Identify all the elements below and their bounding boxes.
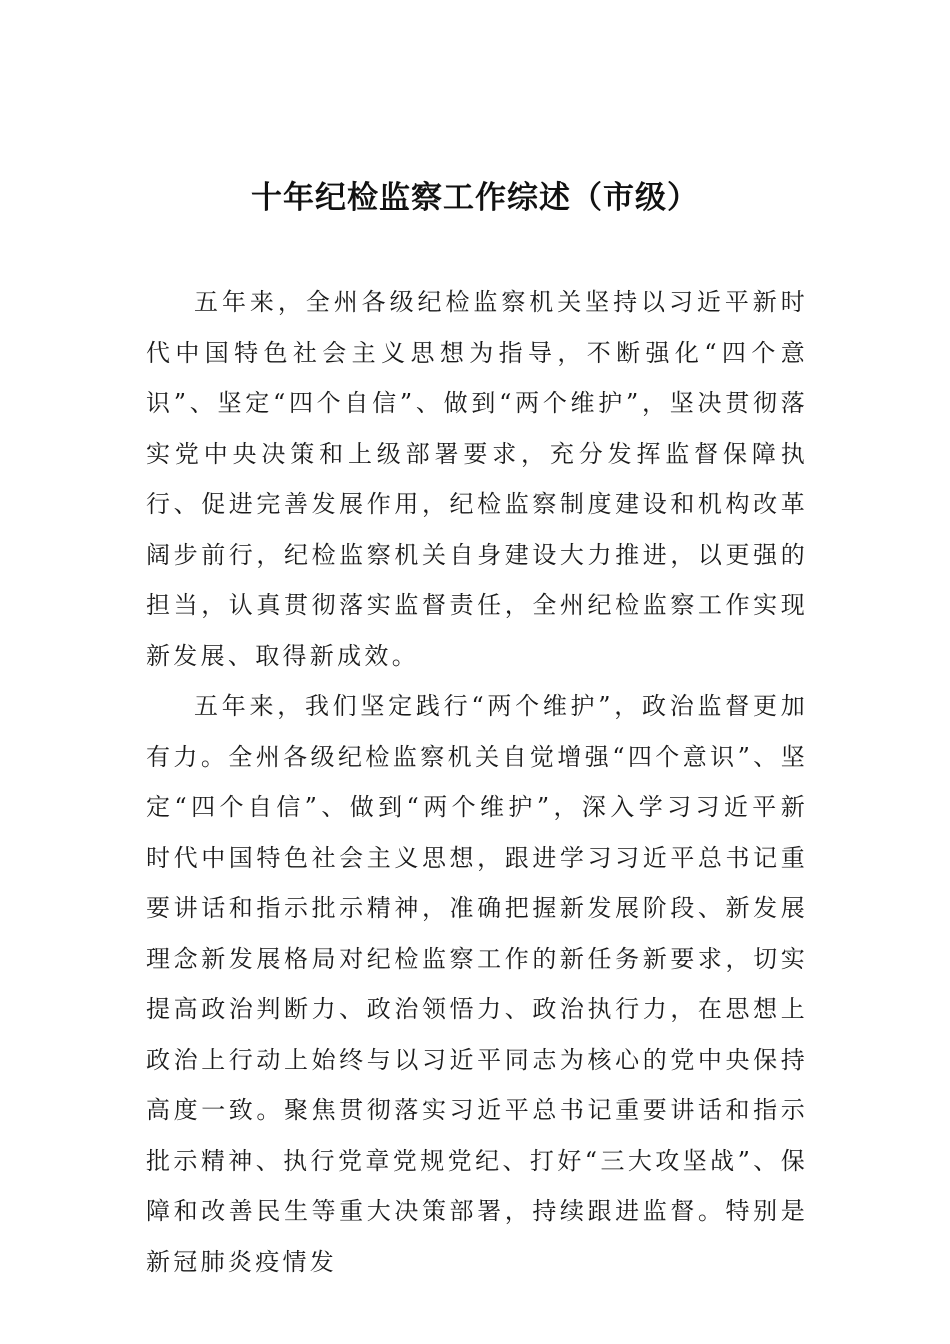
document-title: 十年纪检监察工作综述（市级） xyxy=(251,180,699,216)
document-body xyxy=(146,277,808,1287)
paragraph-2: 五年来，我们坚定践行“两个维护”，政治监督更加有力。全州各级纪检监察机关自觉增强“四个意识”、坚定“四个自信”、做到“两个维护”，深入学习习近平新时代中国特色社会主义思想，跟进学习习近平总书记重要讲话和指示批示精神，准确把握新发展阶段、新发展理念新发展格局对纪检监察工作的新任务新要求，切实提高政治判断力、政治领悟力、政治执行力，在思想上政治上行动上始终与以习近平同志为核心的党中央保持高度一致。聚焦贯彻落实习近平总书记重要讲话和指示批示精神、执行党章党规党纪、打好“三大攻坚战”、保障和改善民生等重大决策部署，持续跟进监督。特别是新冠肺炎疫情发 xyxy=(146,692,808,1276)
paragraph-1: 五年来，全州各级纪检监察机关坚持以习近平新时代中国特色社会主义思想为指导，不断强化“四个意识”、坚定“四个自信”、做到“两个维护”，坚决贯彻落实党中央决策和上级部署要求，充分发挥监督保障执行、促进完善发展作用，纪检监察制度建设和机构改革阔步前行，纪检监察机关自身建设大力推进，以更强的担当，认真贯彻落实监督责任，全州纪检监察工作实现新发展、取得新成效。 xyxy=(146,288,808,670)
